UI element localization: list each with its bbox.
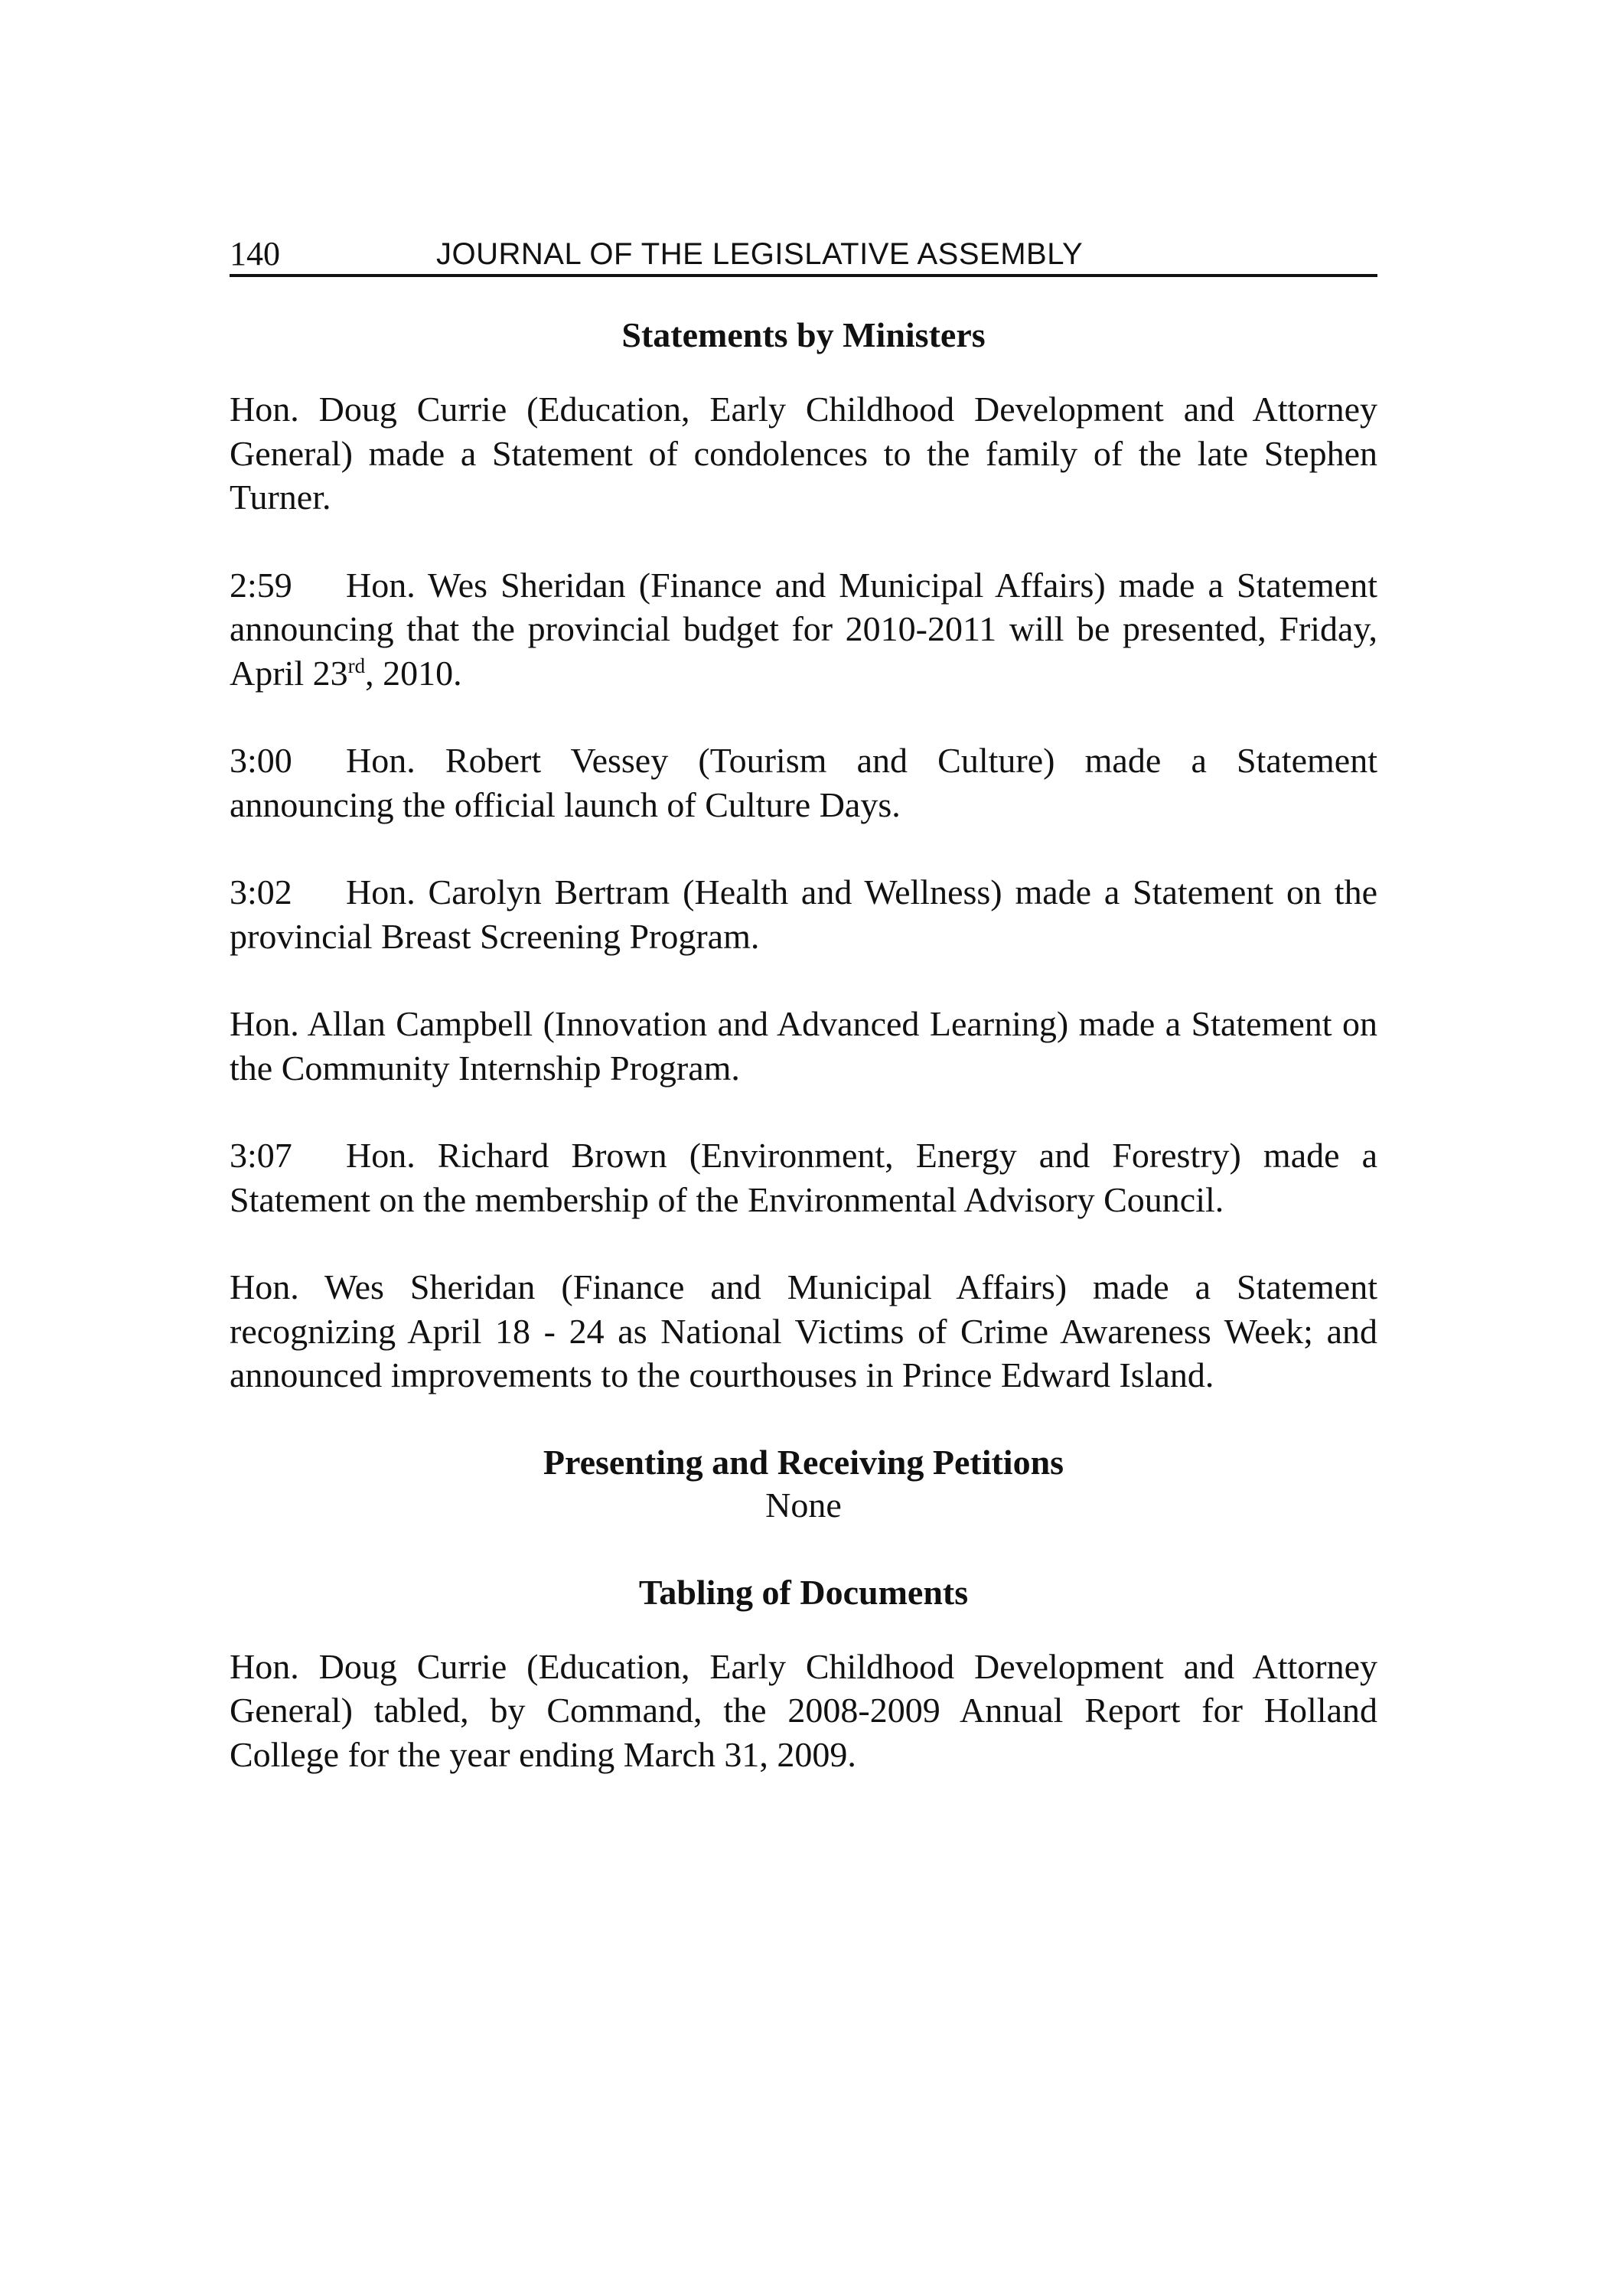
journal-title: JOURNAL OF THE LEGISLATIVE ASSEMBLY xyxy=(436,237,1084,271)
running-header xyxy=(230,222,1377,277)
statement-entry-sheridan-budget xyxy=(230,563,1377,696)
statement-entry-sheridan-victims xyxy=(230,1265,1377,1397)
statement-text: Hon. Wes Sheridan (Finance and Municipal Affairs) made a Statement recognizing April 18 - 24 as National Victims of Crime Awareness Week; and announced improvements to the courthouses in Prince Edward Island. xyxy=(230,1267,1377,1394)
statement-entry-vessey xyxy=(230,739,1377,827)
page-number: 140 xyxy=(230,235,280,272)
petitions-none: None xyxy=(765,1485,842,1525)
ordinal-suffix: rd xyxy=(347,654,366,677)
entry-time: 3:02 xyxy=(230,872,292,912)
tabling-text: Hon. Doug Currie (Education, Early Childhood Development and Attorney General) tabled, by Command, the 2008-2009 Annual Report for Holland College for the year ending March 31, 2009. xyxy=(230,1646,1377,1774)
statement-entry-bertram xyxy=(230,870,1377,958)
statement-entry-campbell xyxy=(230,1002,1377,1090)
statement-text: Hon. Richard Brown (Environment, Energy and Forestry) made a Statement on the membership of the Environmental Advisory Council. xyxy=(230,1136,1377,1219)
statement-text: Hon. Allan Campbell (Innovation and Advanced Learning) made a Statement on the Community Internship Program. xyxy=(230,1004,1377,1088)
tabling-entry-currie xyxy=(230,1645,1377,1777)
entry-time: 3:07 xyxy=(230,1136,292,1175)
entry-time: 3:00 xyxy=(230,741,292,780)
statement-entry-currie xyxy=(230,387,1377,520)
statement-entry-brown xyxy=(230,1133,1377,1221)
journal-page xyxy=(230,222,1377,1820)
statement-text: Hon. Carolyn Bertram (Health and Wellness) made a Statement on the provincial Breast Screening Program. xyxy=(230,872,1377,956)
statement-text: Hon. Doug Currie (Education, Early Childhood Development and Attorney General) made a Statement of condolences to the family of the late Stephen Turner. xyxy=(230,390,1377,517)
tabling-heading: Tabling of Documents xyxy=(638,1572,969,1612)
statement-text: Hon. Robert Vessey (Tourism and Culture) made a Statement announcing the official launch of Culture Days. xyxy=(230,741,1377,824)
statement-text-end: , 2010. xyxy=(365,653,462,693)
statement-text: Hon. Wes Sheridan (Finance and Municipal Affairs) made a Statement announcing that the provincial budget for 2010-2011 will be presented, Friday, April 23 xyxy=(230,565,1377,693)
petitions-heading: Presenting and Receiving Petitions xyxy=(543,1442,1064,1482)
entry-time: 2:59 xyxy=(230,565,292,605)
statements-by-ministers-heading: Statements by Ministers xyxy=(621,315,986,354)
